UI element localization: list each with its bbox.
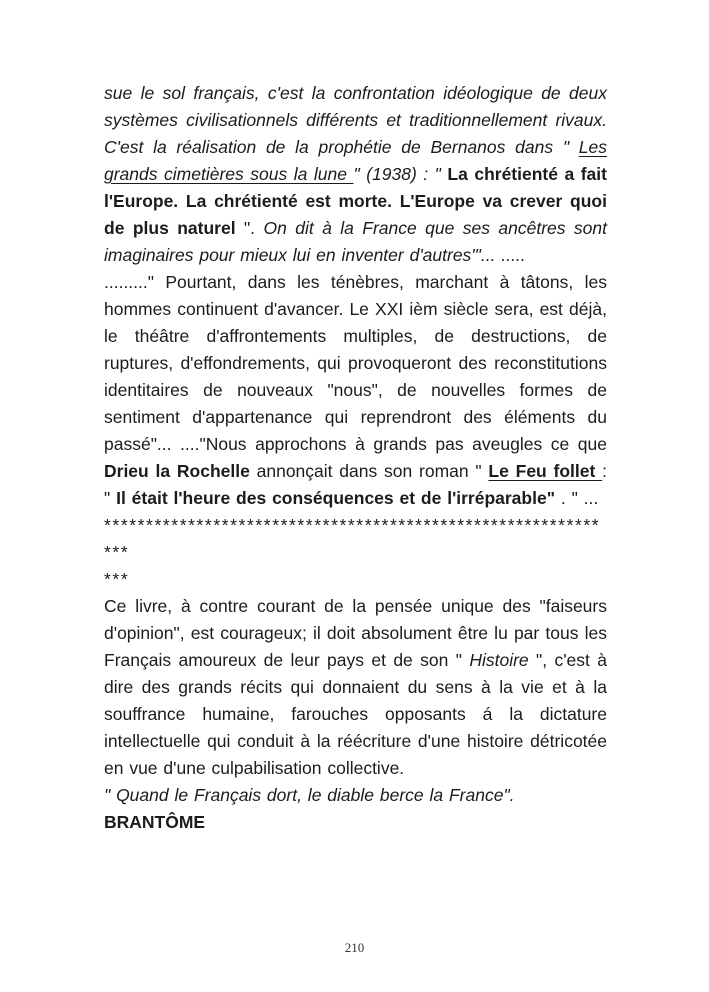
text-segment: Histoire bbox=[469, 650, 529, 670]
text-segment: annonçait dans son roman " bbox=[249, 461, 489, 481]
text-segment: Il était l'heure des conséquences et de l'irréparable" bbox=[116, 488, 555, 508]
page-number: 210 bbox=[344, 940, 365, 955]
page-content bbox=[104, 80, 607, 836]
text-segment: Ce livre, à contre courant de la pensée unique des "faiseurs d'opinion", est courageux; il doit absolument être lu par tous les Français amoureux de leur pays et de son " bbox=[104, 596, 607, 670]
text-segment: ************************************************************** bbox=[104, 515, 601, 562]
text-segment: Le Feu follet bbox=[488, 461, 603, 481]
text-segment: ". bbox=[235, 218, 264, 238]
paragraph-pourtant bbox=[104, 269, 607, 512]
text-segment: Drieu la Rochelle bbox=[104, 461, 250, 481]
text-segment: " (1938) : " bbox=[353, 164, 448, 184]
text-segment: : " bbox=[104, 461, 607, 508]
paragraph-bernanos bbox=[104, 80, 607, 269]
text-segment: BRANTÔME bbox=[104, 812, 206, 832]
paragraph-citation bbox=[104, 782, 607, 809]
paragraph-asterisks-line1 bbox=[104, 512, 607, 566]
text-segment: " Quand le Français dort, le diable berce la France". bbox=[104, 785, 515, 805]
paragraph-author bbox=[104, 809, 607, 836]
text-segment: ", c'est à dire des grands récits qui donnaient du sens à la vie et à la souffrance humaine, farouches opposants á la dictature intellectuelle qui conduit à la réécriture d'une histoire détricotée en vue d'une culpabilisation collective. bbox=[104, 650, 607, 778]
text-segment: . " ... bbox=[555, 488, 599, 508]
text-segment: La chrétienté a fait l'Europe. La chrétienté est morte. L'Europe va crever quoi de plus naturel bbox=[104, 164, 607, 238]
text-segment: *** bbox=[104, 569, 130, 589]
paragraph-asterisks-line2 bbox=[104, 566, 607, 593]
text-segment: ........." Pourtant, dans les ténèbres, marchant à tâtons, les hommes continuent d'avancer. Le XXI ièm siècle sera, est déjà, le théâtre d'affrontements multiples, de destructions, de ruptures, d'effondrements, qui provoqueront des reconstitutions identitaires de nouveaux "nous", de nouvelles formes de sentiment d'appartenance qui reprendront des éléments du passé"... ...."Nous approchons à grands pas aveugles ce que bbox=[104, 272, 607, 454]
paragraph-ce-livre bbox=[104, 593, 607, 782]
text-segment: On dit à la France que ses ancêtres sont imaginaires pour mieux lui en inventer d'autres'"... ..... bbox=[104, 218, 607, 265]
text-segment: Les grands cimetières sous la lune bbox=[104, 137, 607, 184]
text-segment: sue le sol français, c'est la confrontation idéologique de deux systèmes civilisationnels différents et traditionnellement rivaux. C'est la réalisation de la prophétie de Bernanos dans " bbox=[104, 83, 607, 157]
